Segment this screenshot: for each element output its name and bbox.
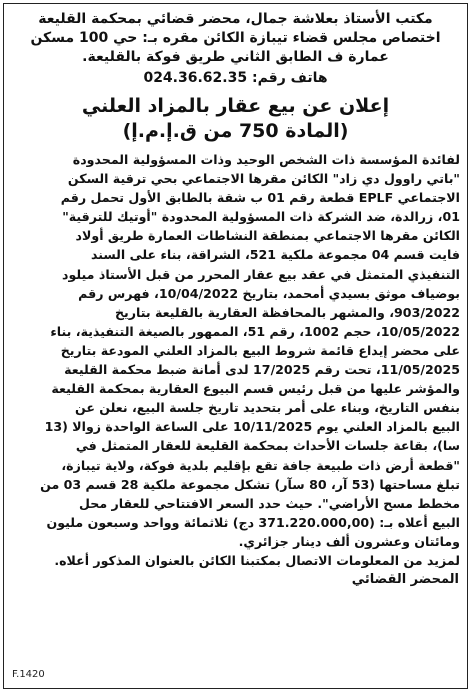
body-line: بنفس التاريخ، وبناء على أمر بتحديد تاريخ جلسة البيع، نعلن عن: [74, 400, 460, 416]
body-line: والمؤشر عليها من قبل رئيس قسم البيوع العقارية بمحكمة القليعة: [51, 381, 460, 397]
phone-line: [4, 69, 467, 88]
phone-label: هاتف رقم:: [247, 70, 328, 86]
signature: المحضر القضائي: [351, 572, 459, 588]
body-line: 903/2022، والمشهر بالمحافظة العقارية بالقليعة بتاريخ: [114, 304, 460, 320]
body-line: فايت قسم 04 مجموعة ملكية 521، الشراقة، بناء على السند: [90, 247, 460, 263]
reference-code: F.1420: [12, 669, 45, 680]
body-line: مخطط مسح الأراضي". حيث حدد السعر الافتتاحي للعقار محل: [79, 495, 460, 511]
body-line: "باتي راوول دي زاد" الكائن مقرها الاجتماعي بحي ترقية السكن: [67, 171, 460, 187]
header-line-3: عمارة ف الطابق الثاني طريق فوكة بالقليعة.: [82, 49, 389, 65]
body-line: بوضياف موثق بسيدي أمحمد، بتاريخ 10/04/2022، فهرس رقم: [78, 285, 460, 301]
body-line: لمزيد من المعلومات الاتصال بمكتبنا الكائن بالعنوان المذكور أعلاه.: [54, 552, 460, 568]
body-line: على محضر إيداع قائمة شروط البيع بالمزاد العلني المودعة بتاريخ: [60, 342, 460, 358]
bailiff-office-header: [4, 4, 467, 67]
header-line-2: اختصاص مجلس قضاء تيبازة الكائن مقره بـ: حي 100 مسكن: [30, 30, 441, 46]
body-line: الاجتماعي EPLF قطعة رقم 01 ب شقة بالطابق الأول تحمل رقم: [60, 190, 460, 206]
notice-subtitle: (المادة 750 من ق.إ.م.إ): [122, 120, 349, 142]
body-line: سا)، بقاعة جلسات الأحداث بمحكمة القليعة للعقار المتمثل في: [75, 438, 460, 454]
body-line: التنفيذي المتمثل في عقد بيع عقار المحرر من قبل الأستاذ ميلود: [62, 266, 460, 282]
body-line: البيع أعلاه بـ: (371.220.000,00 دج) ثلاثمائة وواحد وسبعون مليون: [46, 514, 460, 530]
body-line: لفائدة المؤسسة ذات الشخص الوحيد وذات المسؤولية المحدودة: [72, 152, 460, 167]
body-line: 11/05/2025، تحت رقم 17/2025 لدى أمانة ضبط محكمة القليعة: [64, 362, 460, 378]
body-line: الكائن مقرها الاجتماعي بمنطقة النشاطات العمارة طريق أولاد: [75, 228, 460, 244]
body-line: "قطعة أرض ذات طبيعة جافة تقع بإقليم بلدية فوكة، ولاية تيبازة،: [61, 457, 460, 473]
header-line-1: مكتب الأستاذ بعلاشة جمال، محضر قضائي بمحكمة القليعة: [38, 11, 433, 27]
phone-number: 024.36.62.35: [143, 70, 248, 86]
notice-body: [4, 144, 467, 570]
legal-notice: [3, 3, 468, 689]
body-line: البيع بالمزاد العلني يوم 10/11/2025 على الساعة الواحدة زوالا (13: [44, 419, 460, 435]
body-line: ومائتان وعشرون ألف دينار جزائري.: [238, 533, 460, 549]
notice-title: إعلان عن بيع عقار بالمزاد العلني: [81, 95, 390, 117]
body-line: 10/05/2022، حجم 1002، رقم 51، الممهور بالصيغة التنفيذية، بناء: [50, 323, 460, 339]
body-line: تبلغ مساحتها (53 آر، 80 سآر) تشكل مجموعة ملكية 28 قسم 03 من: [40, 476, 460, 492]
body-line: 01، زرالدة، ضد الشركة ذات المسؤولية المحدودة "أوتيك للترقية": [62, 209, 460, 225]
